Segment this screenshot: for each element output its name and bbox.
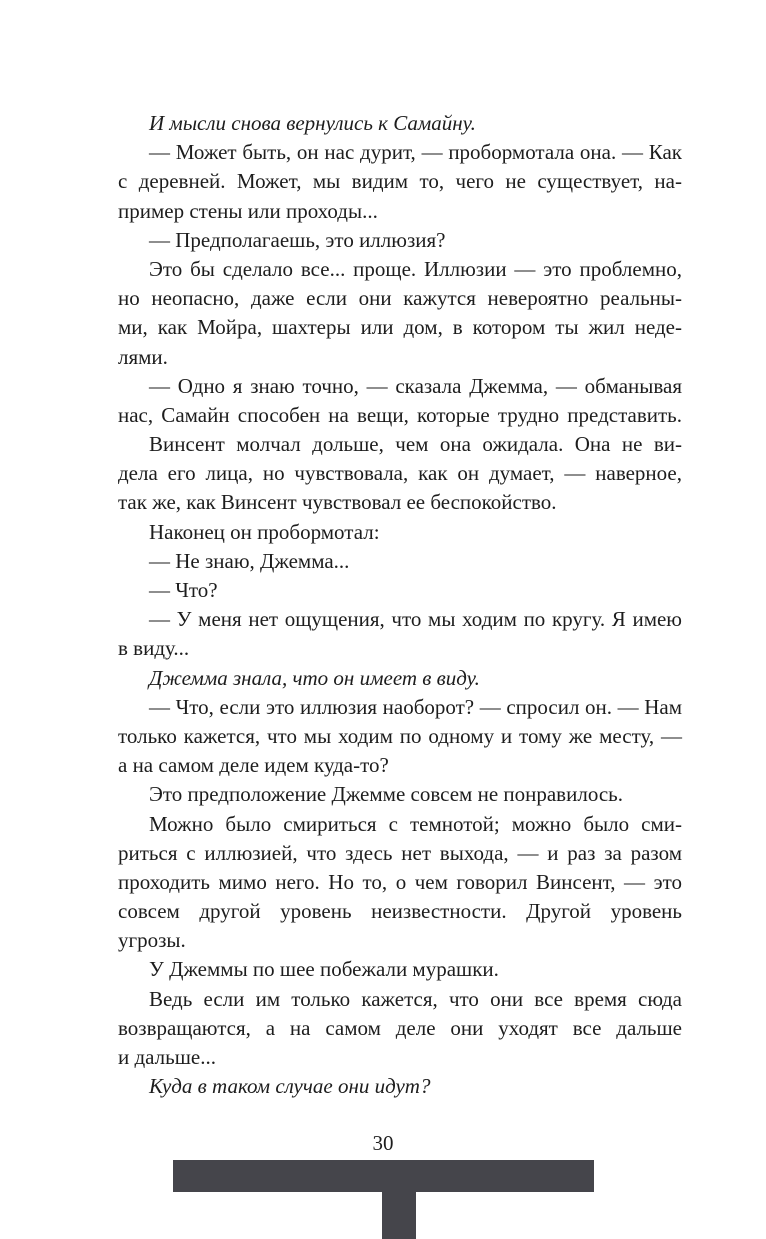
text-line: а на самом деле идем куда-то?: [118, 753, 389, 778]
text-line: Ведь если им только кажется, что они все время сюда: [149, 986, 682, 1011]
text-line: пример стены или проходы...: [118, 198, 378, 223]
text-line-italic: Джемма знала, что он имеет в виду.: [149, 665, 480, 690]
text-line: — Предполагаешь, это иллюзия?: [149, 227, 446, 252]
text-line: но неопасно, даже если они кажутся невероятно реальны-: [118, 286, 682, 311]
text-line: в виду...: [118, 636, 190, 661]
text-line: лями.: [118, 344, 168, 369]
text-line: дела его лица, но чувствовала, как он думает, — наверное,: [118, 461, 682, 486]
text-line: — Что, если это иллюзия наоборот? — спросил он. — Нам: [149, 694, 682, 719]
text-line: — Может быть, он нас дурит, — пробормотала она. — Как: [149, 140, 682, 165]
text-line: Наконец он пробормотал:: [149, 519, 380, 544]
text-line: — Что?: [149, 578, 218, 602]
text-line: проходить мимо него. Но то, о чем говорил Винсент, — это: [118, 869, 682, 894]
text-line: Можно было смириться с темнотой; можно было сми-: [149, 811, 682, 836]
text-line: с деревней. Может, мы видим то, чего не существует, на-: [118, 169, 682, 194]
text-line: так же, как Винсент чувствовал ее беспокойство.: [118, 490, 557, 515]
text-line: — У меня нет ощущения, что мы ходим по кругу. Я имею: [149, 607, 682, 632]
text-line: Это бы сделало все... проще. Иллюзии — это проблемно,: [149, 256, 682, 281]
text-line: — Одно я знаю точно, — сказала Джемма, — обманывая: [149, 373, 682, 398]
text-line: угрозы.: [118, 928, 186, 953]
text-line: Винсент молчал дольше, чем она ожидала. Она не ви-: [149, 432, 682, 457]
book-page-text: [118, 109, 682, 1101]
text-line: только кажется, что мы ходим по одному и тому же месту, —: [118, 723, 682, 748]
text-line-italic: И мысли снова вернулись к Самайну.: [149, 111, 476, 135]
text-line: — Не знаю, Джемма...: [149, 548, 350, 573]
page-number: 30: [372, 1131, 394, 1155]
text-line-italic: Куда в таком случае они идут?: [149, 1074, 431, 1099]
text-line: нас, Самайн способен на вещи, которые трудно представить.: [118, 402, 682, 427]
footer-bar-decoration: [173, 1160, 594, 1192]
text-line: ми, как Мойра, шахтеры или дом, в котором ты жил неде-: [118, 315, 682, 340]
text-line: риться с иллюзией, что здесь нет выхода, — и раз за разом: [118, 840, 682, 865]
text-line: Это предположение Джемме совсем не понравилось.: [149, 782, 623, 807]
text-line: совсем другой уровень неизвестности. Другой уровень: [118, 899, 682, 924]
text-line: возвращаются, а на самом деле они уходят все дальше: [118, 1015, 682, 1040]
footer-stem-decoration: [382, 1192, 416, 1239]
text-line: и дальше...: [118, 1045, 216, 1069]
text-line: У Джеммы по шее побежали мурашки.: [149, 957, 499, 982]
